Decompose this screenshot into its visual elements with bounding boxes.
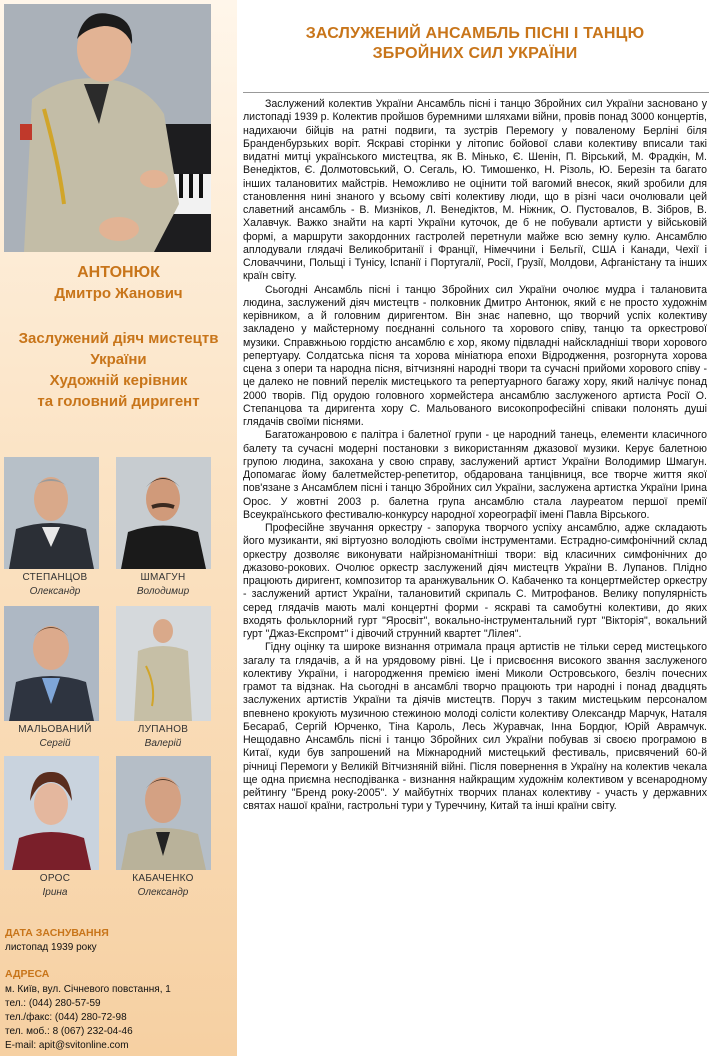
photo-malovanyi <box>4 606 99 721</box>
phone-fax: тел./факс: (044) 280-72-98 <box>5 1012 127 1023</box>
director-surname: АНТОНЮК <box>77 264 160 281</box>
address-heading: АДРЕСА <box>5 968 50 980</box>
article-body <box>243 98 707 814</box>
paragraph: Заслужений колектив України Ансамбль пісні і танцю Збройних сил України засновано у листопаді 1939 р. Колектив пройшов буремними шляхами війни, провів понад 3000 концертів, надихаючи бійців на ратні подвиги, та зустрів Перемогу у поваленому Берліні біля Бранденбурзьких воріт. Яскраві сторінки у літопис бойової слави колективу вписали такі видатні митці українського мистецтва, як В. Мінько, Є. Шенін, П. Вірський, М. Фрадкін, М. Венедіктов, Є. Долмотовський, О. Сегаль, Ю. Тимошенко, Н. Різоль, Ю. Березін та багато інших талановитих майстрів. Неможливо не оцінити той вагомий внесок, який зробили для становлення нині знаного у всьому світі колективу люди, що в різні часи очолювали цей славетний ансамбль - В. Мизніков, Л. Венедіктов, М. Ніжник, О. Пустовалов, В. Зібров, В. Халавчук. Важко знайти на карті України куточок, де б не побували артисти у військовій формі, а маршрути закордонних гастролей перетнули майже всю земну кулю. Ансамблю аплодували глядачі Великобританії і Франції, Німеччини і Бельгії, США і Канади, Чехії і Словаччини, Польщі і Тунісу, Іспанії і Португалії, Росії, Грузії, Молдови, Афганістану та інших країн світу. <box>243 98 707 283</box>
director-title-3: Художній керівник <box>49 372 188 389</box>
caption-name: Валерій <box>144 738 182 749</box>
caption-surname: СТЕПАНЦОВ <box>22 572 88 583</box>
photo-kabachenko <box>116 756 211 870</box>
director-photo <box>4 4 211 252</box>
founded-value: листопад 1939 року <box>5 942 97 953</box>
paragraph: Професійне звучання оркестру - запорука творчого успіху ансамблю, адже складають його музиканти, які віртуозно володіють своїми інструментами. Естрадно-симфонічний склад оркестру дозволяє виконувати найрізноманітніші твори: від класичних симфонічних до джазово-рокових. Очолює оркестр заслужений діяч мистецтв України В. Лупанов. Плідно працюють диригент, композитор та аранжувальник О. Кабаченко та концертмейстер оркестру - заслужений артист України, талановитий скрипаль С. Митрофанов. Велику популярність серед глядачів мають малі концертні форми - яскраві та самобутні колективи, до яких входять фольклорний гурт "Яросвіт", вокально-інструментальний гурт "Вікторія", вокальний гурт "Джаз-Експромт" і дівочий струнний квартет "Лілея". <box>243 522 707 640</box>
caption-name: Володимир <box>136 586 190 597</box>
photo-shmagun <box>116 457 211 569</box>
phone: тел.: (044) 280-57-59 <box>5 998 101 1009</box>
paragraph: Сьогодні Ансамбль пісні і танцю Збройних сил України очолює мудра і талановита людина, заслужений діяч мистецтв - полковник Дмитро Антонюк, який є не просто художнім керівником, а й головним диригентом. Він знає напевно, що творчий успіх колективу закладено у майстерному поєднанні сольного та хорового співу, танцю та оркестрової музики. Справжньою гордістю ансамблю є хор, якому підвладні найскладніші твори хорового репертуару. Солдатська пісня та хорова мініатюра епохи Відродження, розгорнута хорова сцена з опери та народна пісня, вітчизняні народні твори та сучасні прийоми хорового співу - це далеко не повний перелік мистецького та репертуарного багажу хору, який налічує понад 2000 творів. Під орудою головного хормейстера ансамблю заслуженого артиста Росії О. Степанцова та диригента хору С. Мальованого високопрофесійні співаки полонять душі глядачів своїми піснями. <box>243 283 707 428</box>
photo-oros <box>4 756 99 870</box>
director-name: Дмитро Жанович <box>54 285 183 302</box>
caption-name: Сергій <box>39 738 71 749</box>
phone-mobile: тел. моб.: 8 (067) 232-04-46 <box>5 1026 133 1037</box>
caption-surname: ОРОС <box>39 873 71 884</box>
page-title-line1: ЗАСЛУЖЕНИЙ АНСАМБЛЬ ПІСНІ І ТАНЦЮ <box>305 25 645 42</box>
divider <box>243 92 709 93</box>
director-title-4: та головний диригент <box>37 393 200 410</box>
page-title-line2: ЗБРОЙНИХ СИЛ УКРАЇНИ <box>372 45 578 62</box>
caption-surname: ЛУПАНОВ <box>137 724 189 735</box>
email: E-mail: apit@svitonline.com <box>5 1040 129 1051</box>
sidebar <box>0 0 237 1056</box>
founded-heading: ДАТА ЗАСНУВАННЯ <box>5 927 109 939</box>
page-title <box>250 24 700 64</box>
paragraph: Гідну оцінку та широке визнання отримала праця артистів не тільки серед мистецького загалу та глядачів, а й на урядовому рівні. Це і присвоєння високого звання заслуженого колективу України, і нагородження премією імені Миколи Островського, безліч почесних грамот та відзнак. На сьогодні в ансамблі творчо працюють три народні і понад двадцять заслужених артистів України та діячів мистецтв. Поруч з таким мистецьким персоналом впевнено крокують музичною стежиною молоді солісти колективу Олександр Марчук, Наталя Бесараб, Сергій Юрченко, Тіна Кароль, Лесь Журавчак, Інна Бордюг, Юрій Аврамчук. Нещодавно Ансамбль пісні і танцю Збройних сил України побував зі своєю програмою в Китаї, куди був запрошений на Міжнародний мистецький фестиваль, присвячений 60-й річниці Перемоги у Великій Вітчизняній війні. Після повернення в Україну на колектив чекала ще одна приємна несподіванка - визнання найкращим художнім колективом у всенародному рейтингу "Бренд року-2005". У майбутніх творчих планах колективу - участь у державних святах нашої країни, гастрольні тури у Туреччину, Китай та інші країни світу. <box>243 641 707 813</box>
caption-surname: ШМАГУН <box>140 572 186 583</box>
photo-stepantsov <box>4 457 99 569</box>
caption-surname: МАЛЬОВАНИЙ <box>18 724 92 735</box>
director-title-1: Заслужений діяч мистецтв <box>18 330 219 347</box>
caption-surname: КАБАЧЕНКО <box>132 873 194 884</box>
photo-lupanov <box>116 606 211 721</box>
caption-name: Олександр <box>29 586 81 597</box>
caption-name: Ірина <box>42 887 68 898</box>
caption-name: Олександр <box>137 887 189 898</box>
address-line: м. Київ, вул. Січневого повстання, 1 <box>5 984 171 995</box>
paragraph: Багатожанровою є палітра і балетної групи - це народний танець, елементи класичного балету та сучасні модерні постановки з використанням джазової музики. Керує балетною групою людина, закохана у свою справу, заслужений артист України Володимир Шмагун. Допомагає йому балетмейстер-репетитор, обдарована танцівниця, все творче життя якої пов'язане з Ансамблем пісні і танцю Збройних сил України, заслужена артистка України Ірина Орос. У жовтні 2003 р. балетна група ансамблю стала лауреатом першої премії Всеукраїнського фестивалю-конкурсу народної хореографії імені Павла Вірського. <box>243 429 707 521</box>
director-title-2: України <box>90 351 147 368</box>
